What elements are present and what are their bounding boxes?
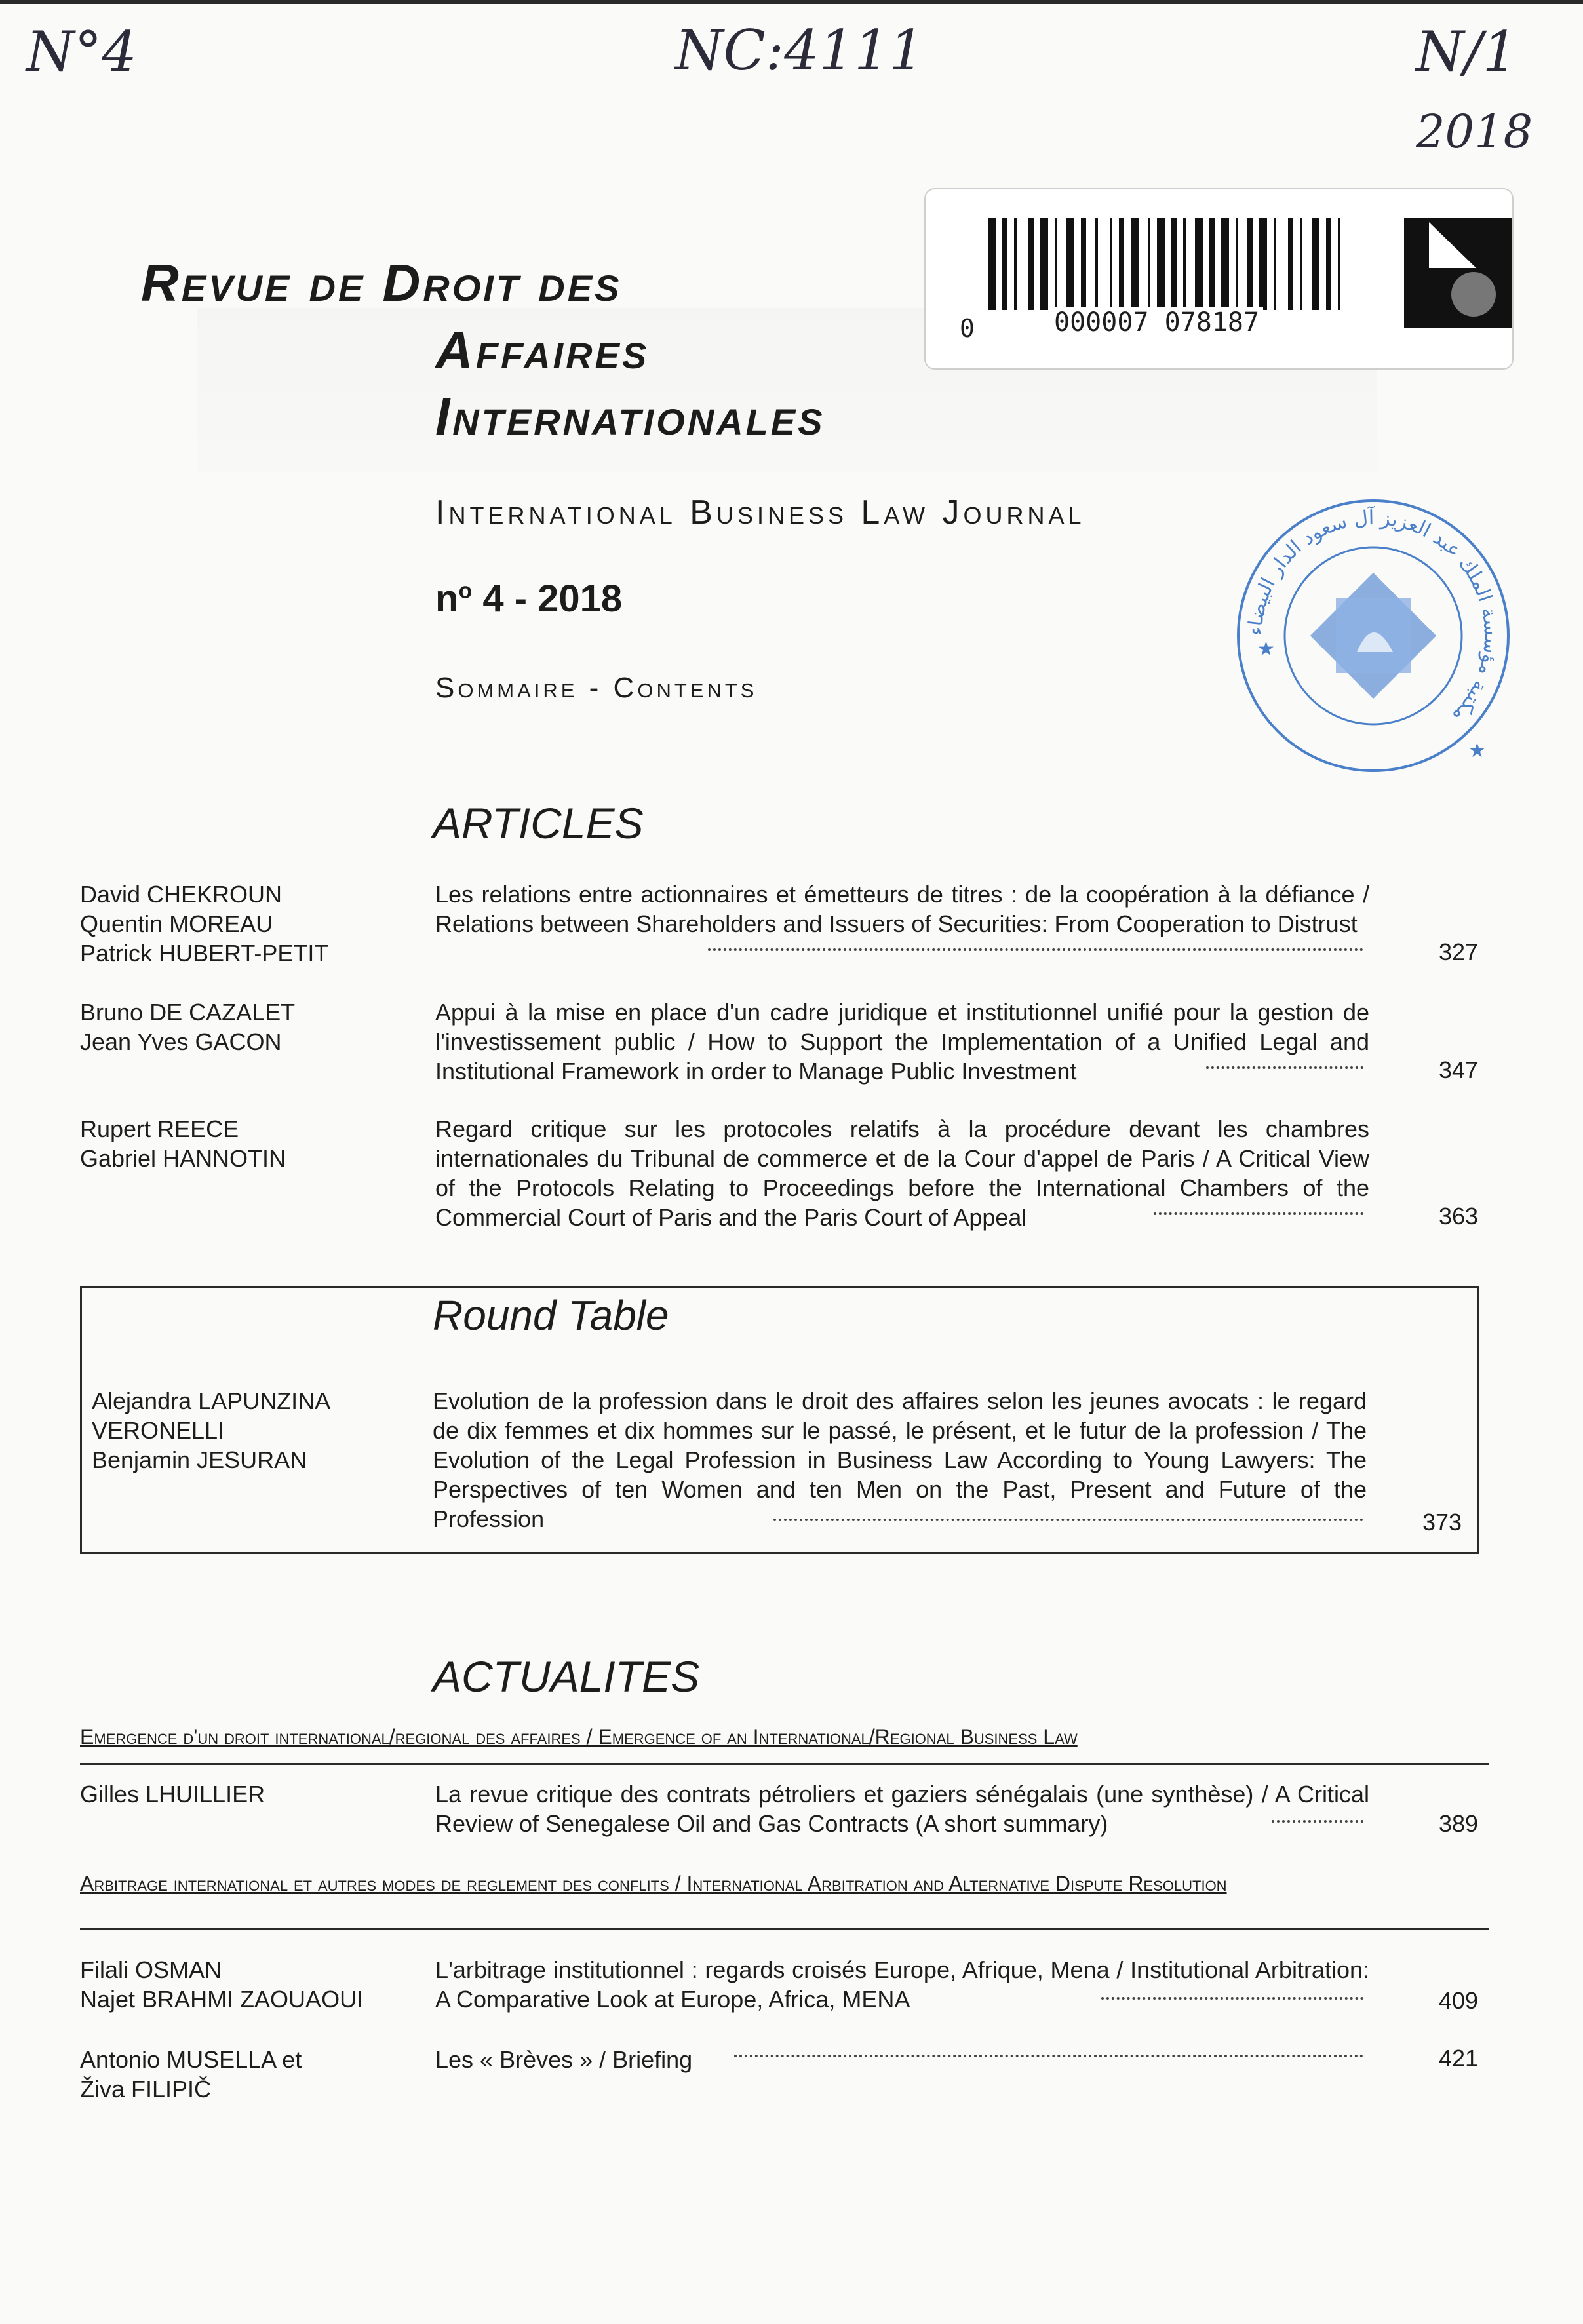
author-name: Filali OSMAN xyxy=(80,1956,222,1983)
barcode-bar xyxy=(1236,218,1238,310)
category-2-rule xyxy=(80,1928,1489,1930)
barcode-label xyxy=(924,188,1514,370)
author-name: VERONELLI xyxy=(92,1417,225,1444)
barcode-bar xyxy=(1288,218,1293,310)
barcode-bar xyxy=(1247,218,1253,310)
journal-title-line3: Internationales xyxy=(435,387,825,446)
barcode-bar xyxy=(1131,218,1139,310)
barcode-number: 000007 078187 xyxy=(1050,307,1263,338)
barcode-bar xyxy=(1221,218,1229,310)
barcode-bar xyxy=(1028,218,1034,310)
actualites-entry-1-authors xyxy=(80,1779,447,1809)
top-border xyxy=(0,0,1583,4)
barcode-bar xyxy=(1300,218,1302,310)
barcode-icon xyxy=(926,189,1512,368)
barcode-lead-digit: 0 xyxy=(960,314,975,343)
issue-number xyxy=(435,577,622,621)
barcode-bar xyxy=(1055,218,1057,310)
handwritten-year: 2018 xyxy=(1416,105,1533,159)
handwritten-issue-mark: N/1 xyxy=(1416,20,1518,84)
issue-prefix: n xyxy=(435,577,459,620)
article-2-title[interactable]: Appui à la mise en place d'un cadre juridique et institutionnel unifié pour la gestion de l'investissement public / How to Support the Implementation of a Unified Legal and Institutional Framework in order to Manage Public Investment xyxy=(435,999,1369,1085)
category-business-law: Emergence d'un droit international/regional des affaires / Emergence of an International/Regional Business Law xyxy=(80,1725,1078,1749)
barcode-bar xyxy=(1312,218,1319,310)
author-name: Gabriel HANNOTIN xyxy=(80,1145,286,1172)
author-name: Najet BRAHMI ZAOUAOUI xyxy=(80,1986,364,2013)
leader-dots xyxy=(1206,1066,1363,1069)
barcode-bar xyxy=(1095,218,1098,310)
article-2-page: 347 xyxy=(1439,1056,1479,1083)
library-stamp xyxy=(1232,495,1514,777)
handwritten-number: N°4 xyxy=(26,20,137,84)
barcode-bar xyxy=(1040,218,1048,310)
article-1-authors xyxy=(80,880,447,968)
category-1-rule xyxy=(80,1763,1489,1765)
barcode-bar xyxy=(1338,218,1340,310)
article-3-title[interactable]: Regard critique sur les protocoles relatifs à la procédure devant les chambres internationales du Tribunal de commerce et de la Cour d'appel de Paris / A Critical View of the Protocols Relating to Proceedings before the International Chambers of the Commercial Court of Paris and the Paris Court of Appeal xyxy=(435,1115,1369,1231)
actualites-entry-3-page: 421 xyxy=(1439,2045,1479,2072)
round-table-heading: Round Table xyxy=(433,1292,669,1339)
actualites-entry-1-page: 389 xyxy=(1439,1810,1479,1837)
leader-dots xyxy=(1101,1997,1363,2000)
barcode-bar xyxy=(1002,218,1007,310)
barcode-bar xyxy=(1183,218,1186,310)
author-name: Antonio MUSELLA et xyxy=(80,2046,302,2073)
issue-sup: o xyxy=(458,578,473,604)
journal-subtitle: International Business Law Journal xyxy=(435,494,1085,532)
contents-label: Sommaire - Contents xyxy=(435,672,758,704)
leader-dots xyxy=(1154,1212,1363,1215)
barcode-bar xyxy=(1119,218,1124,310)
article-1-title[interactable]: Les relations entre actionnaires et émetteurs de titres : de la coopération à la défiance / Relations between Shareholders and Issuers of Securities: From Cooperation to Distrust xyxy=(435,881,1369,937)
barcode-bar xyxy=(1081,218,1086,310)
actualites-entry-2-title[interactable]: L'arbitrage institutionnel : regards croisés Europe, Afrique, Mena / Institutional Arbitration: A Comparative Look at Europe, Africa, MENA xyxy=(435,1956,1369,2013)
barcode-bar xyxy=(1171,218,1177,310)
author-name: Rupert REECE xyxy=(80,1115,239,1142)
article-1-page: 327 xyxy=(1439,939,1479,965)
actualites-entry-1-title[interactable]: La revue critique des contrats pétroliers et gaziers sénégalais (une synthèse) / A Critical Review of Senegalese Oil and Gas Contracts (A short summary) xyxy=(435,1781,1369,1837)
author-name: Gilles LHUILLIER xyxy=(80,1781,265,1808)
actualites-heading: ACTUALITES xyxy=(433,1652,700,1701)
leader-dots xyxy=(1272,1820,1363,1823)
barcode-bar xyxy=(1259,218,1267,310)
barcode-bar xyxy=(1148,218,1150,310)
barcode-bar xyxy=(1066,218,1074,310)
author-name: Alejandra LAPUNZINA xyxy=(92,1387,331,1414)
barcode-bar xyxy=(988,218,996,310)
journal-title-line2: Affaires xyxy=(435,321,650,379)
round-table-page: 373 xyxy=(1422,1509,1462,1536)
author-name: Jean Yves GACON xyxy=(80,1028,282,1055)
category-arbitration: Arbitrage international et autres modes de reglement des conflits / International Arbitration and Alternative Dispute Resolution xyxy=(80,1872,1227,1895)
issue-rest: 4 - 2018 xyxy=(472,577,623,620)
round-table-title[interactable]: Evolution de la profession dans le droit des affaires selon les jeunes avocats : le regard de dix femmes et dix hommes sur le passé, le présent, et le futur de la profession / The Evolution of the Legal Profession in Business Law According to Young Lawyers: The Perspectives of ten Women and ten Men on the Past, Present and Future of the Profession xyxy=(433,1387,1367,1532)
author-name: Bruno DE CAZALET xyxy=(80,999,296,1026)
barcode-bar xyxy=(1157,218,1165,310)
handwritten-catalog-number: NC:4111 xyxy=(675,18,924,83)
stamp-text: مكتبة مؤسسة الملك عبد العزيز آل سعود الدار البيضاء xyxy=(1243,506,1503,727)
article-2-authors xyxy=(80,997,447,1056)
barcode-bar xyxy=(1326,218,1331,310)
author-name: Quentin MOREAU xyxy=(80,910,273,937)
actualites-entry-3-authors xyxy=(80,2045,447,2104)
svg-text:★: ★ xyxy=(1468,739,1486,762)
actualites-entry-2-page: 409 xyxy=(1439,1987,1479,2014)
article-3-page: 363 xyxy=(1439,1203,1479,1230)
barcode-bar xyxy=(1274,218,1276,310)
article-3-authors xyxy=(80,1114,447,1173)
actualites-entry-3-title[interactable]: Les « Brèves » / Briefing xyxy=(435,2046,693,2073)
author-name: David CHEKROUN xyxy=(80,881,283,908)
barcode-bar xyxy=(1110,218,1112,310)
leader-dots xyxy=(708,948,1363,951)
articles-heading: ARTICLES xyxy=(433,799,644,847)
round-table-authors xyxy=(92,1386,433,1475)
svg-text:★: ★ xyxy=(1257,638,1275,661)
author-name: Benjamin JESURAN xyxy=(92,1446,307,1473)
barcode-bar xyxy=(1195,218,1203,310)
author-name: Živa FILIPIČ xyxy=(80,2076,212,2102)
library-seal-icon xyxy=(1232,495,1514,777)
barcode-bar xyxy=(1209,218,1215,310)
barcode-bar xyxy=(1014,218,1017,310)
leader-dots xyxy=(773,1519,1363,1521)
actualites-entry-2-authors xyxy=(80,1955,447,2014)
journal-title-line1: Revue de Droit des xyxy=(141,254,622,312)
author-name: Patrick HUBERT-PETIT xyxy=(80,940,329,967)
leader-dots xyxy=(734,2055,1363,2057)
